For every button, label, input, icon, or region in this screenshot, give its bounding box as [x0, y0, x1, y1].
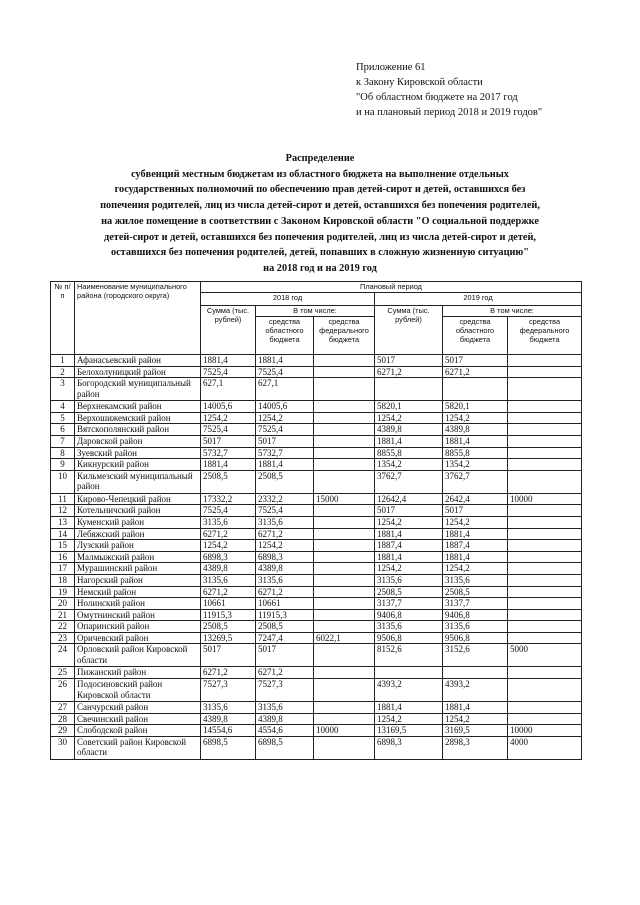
- row-number: 13: [51, 516, 75, 528]
- row-number: 10: [51, 470, 75, 493]
- table-row: [51, 563, 582, 575]
- appendix-law: к Закону Кировской области: [356, 77, 483, 88]
- federal-2018: [314, 378, 375, 401]
- sum-2019: 4393,2: [375, 679, 443, 702]
- regional-2018: 6271,2: [256, 586, 314, 598]
- district-name: Верхошижемский район: [75, 412, 201, 424]
- table-row: [51, 574, 582, 586]
- federal-2018: 15000: [314, 493, 375, 505]
- row-number: 18: [51, 574, 75, 586]
- regional-2019: 1254,2: [443, 713, 508, 725]
- regional-2019: 1354,2: [443, 459, 508, 471]
- regional-2018: 7525,4: [256, 424, 314, 436]
- federal-2019: [508, 574, 582, 586]
- federal-2018: [314, 574, 375, 586]
- district-name: Котельничский район: [75, 505, 201, 517]
- district-name: Опаринский район: [75, 621, 201, 633]
- federal-2018: [314, 644, 375, 667]
- row-number: 17: [51, 563, 75, 575]
- regional-2018: 4554,6: [256, 725, 314, 737]
- table-row: [51, 366, 582, 378]
- federal-2018: [314, 470, 375, 493]
- header-regional-2019: средства областного бюджета: [443, 317, 508, 355]
- regional-2019: 1254,2: [443, 563, 508, 575]
- sum-2018: 6271,2: [201, 667, 256, 679]
- regional-2019: 3169,5: [443, 725, 508, 737]
- federal-2019: [508, 424, 582, 436]
- federal-2019: [508, 366, 582, 378]
- regional-2019: 1881,4: [443, 551, 508, 563]
- sum-2019: 1254,2: [375, 412, 443, 424]
- table-row: [51, 516, 582, 528]
- header-year-2019: 2019 год: [375, 293, 582, 306]
- sum-2018: 13269,5: [201, 632, 256, 644]
- district-name: Даровской район: [75, 435, 201, 447]
- regional-2018: 10661: [256, 598, 314, 610]
- table-row: [51, 459, 582, 471]
- sum-2018: 5017: [201, 644, 256, 667]
- federal-2019: [508, 713, 582, 725]
- sum-2019: [375, 667, 443, 679]
- district-name: Богородский муниципальный район: [75, 378, 201, 401]
- table-row: [51, 621, 582, 633]
- sum-2019: 9506,8: [375, 632, 443, 644]
- title-line: на жилое помещение в соответствии с Законом Кировской области "О социальной поддержке: [101, 215, 539, 227]
- table-row: [51, 470, 582, 493]
- row-number: 16: [51, 551, 75, 563]
- regional-2018: 4389,8: [256, 563, 314, 575]
- sum-2018: 7525,4: [201, 505, 256, 517]
- federal-2019: [508, 435, 582, 447]
- regional-2018: 7525,4: [256, 505, 314, 517]
- regional-2018: 6271,2: [256, 528, 314, 540]
- federal-2018: [314, 609, 375, 621]
- federal-2019: [508, 632, 582, 644]
- title-line: государственных полномочий по обеспечению прав детей-сирот и детей, оставшихся без: [114, 184, 526, 196]
- header-federal-2018: средства федерального бюджета: [314, 317, 375, 355]
- row-number: 6: [51, 424, 75, 436]
- district-name: Слободской район: [75, 725, 201, 737]
- sum-2018: 14005,6: [201, 401, 256, 413]
- federal-2018: 6022,1: [314, 632, 375, 644]
- sum-2018: 6271,2: [201, 528, 256, 540]
- federal-2019: [508, 470, 582, 493]
- federal-2019: [508, 459, 582, 471]
- sum-2019: 3135,6: [375, 574, 443, 586]
- sum-2019: 2508,5: [375, 586, 443, 598]
- federal-2018: [314, 586, 375, 598]
- federal-2019: [508, 355, 582, 367]
- appendix-law-title-cont: и на плановый период 2018 и 2019 годов": [356, 107, 543, 118]
- federal-2019: [508, 609, 582, 621]
- district-name: Афанасьевский район: [75, 355, 201, 367]
- header-federal-2019: средства федерального бюджета: [508, 317, 582, 355]
- table-row: [51, 447, 582, 459]
- row-number: 27: [51, 702, 75, 714]
- district-name: Пижанский район: [75, 667, 201, 679]
- row-number: 5: [51, 412, 75, 424]
- regional-2018: 1881,4: [256, 355, 314, 367]
- row-number: 2: [51, 366, 75, 378]
- district-name: Кильмезский муниципальный район: [75, 470, 201, 493]
- regional-2019: 8855,8: [443, 447, 508, 459]
- sum-2018: 11915,3: [201, 609, 256, 621]
- district-name: Орловский район Кировской области: [75, 644, 201, 667]
- regional-2018: 4389,8: [256, 713, 314, 725]
- row-number: 26: [51, 679, 75, 702]
- row-number: 28: [51, 713, 75, 725]
- federal-2019: [508, 679, 582, 702]
- row-number: 25: [51, 667, 75, 679]
- regional-2018: 6898,5: [256, 736, 314, 759]
- table-row: [51, 378, 582, 401]
- header-name: Наименование муниципального района (городского округа): [75, 282, 201, 355]
- table-row: [51, 725, 582, 737]
- regional-2018: 5017: [256, 435, 314, 447]
- federal-2018: [314, 540, 375, 552]
- table-row: [51, 702, 582, 714]
- regional-2018: 11915,3: [256, 609, 314, 621]
- subsidy-table: [50, 281, 582, 760]
- federal-2018: [314, 528, 375, 540]
- regional-2019: 5017: [443, 505, 508, 517]
- header-sum-2019: Сумма (тыс. рублей): [375, 306, 443, 355]
- federal-2018: [314, 435, 375, 447]
- table-row: [51, 355, 582, 367]
- regional-2018: 2508,5: [256, 470, 314, 493]
- federal-2019: [508, 516, 582, 528]
- district-name: Вятскополянский район: [75, 424, 201, 436]
- sum-2019: 1887,4: [375, 540, 443, 552]
- district-name: Немский район: [75, 586, 201, 598]
- federal-2019: 10000: [508, 493, 582, 505]
- federal-2018: [314, 667, 375, 679]
- sum-2018: 7525,4: [201, 424, 256, 436]
- federal-2018: [314, 679, 375, 702]
- table-row: [51, 424, 582, 436]
- regional-2019: 1254,2: [443, 412, 508, 424]
- sum-2019: 1881,4: [375, 551, 443, 563]
- federal-2019: [508, 412, 582, 424]
- regional-2019: 1254,2: [443, 516, 508, 528]
- sum-2019: 6898,3: [375, 736, 443, 759]
- federal-2018: [314, 598, 375, 610]
- header-num: № п/п: [51, 282, 75, 355]
- district-name: Куменский район: [75, 516, 201, 528]
- federal-2018: 10000: [314, 725, 375, 737]
- sum-2018: 6271,2: [201, 586, 256, 598]
- district-name: Лебяжский район: [75, 528, 201, 540]
- sum-2018: 6898,5: [201, 736, 256, 759]
- table-row: [51, 598, 582, 610]
- regional-2019: 3152,6: [443, 644, 508, 667]
- federal-2019: [508, 551, 582, 563]
- sum-2018: 1254,2: [201, 540, 256, 552]
- table-row: [51, 632, 582, 644]
- regional-2019: 3135,6: [443, 621, 508, 633]
- title-line: оставшихся без попечения родителей, детей, попавших в сложную жизненную ситуацию": [110, 247, 530, 259]
- row-number: 20: [51, 598, 75, 610]
- district-name: Белохолуницкий район: [75, 366, 201, 378]
- regional-2019: 1887,4: [443, 540, 508, 552]
- sum-2019: 1881,4: [375, 528, 443, 540]
- district-name: Омутнинский район: [75, 609, 201, 621]
- sum-2019: 3135,6: [375, 621, 443, 633]
- sum-2018: 7527,3: [201, 679, 256, 702]
- regional-2018: 3135,6: [256, 574, 314, 586]
- federal-2018: [314, 366, 375, 378]
- district-name: Кирово-Чепецкий район: [75, 493, 201, 505]
- federal-2018: [314, 551, 375, 563]
- table-row: [51, 736, 582, 759]
- regional-2019: [443, 667, 508, 679]
- title-line: на 2018 год и на 2019 год: [263, 262, 377, 274]
- row-number: 1: [51, 355, 75, 367]
- appendix-caption: [356, 60, 626, 120]
- regional-2018: 627,1: [256, 378, 314, 401]
- regional-2019: 3137,7: [443, 598, 508, 610]
- row-number: 15: [51, 540, 75, 552]
- regional-2019: 4389,8: [443, 424, 508, 436]
- federal-2019: [508, 540, 582, 552]
- sum-2018: 17332,2: [201, 493, 256, 505]
- federal-2018: [314, 505, 375, 517]
- row-number: 22: [51, 621, 75, 633]
- regional-2019: 5017: [443, 355, 508, 367]
- district-name: Нагорский район: [75, 574, 201, 586]
- row-number: 21: [51, 609, 75, 621]
- table-row: [51, 493, 582, 505]
- sum-2019: 13169,5: [375, 725, 443, 737]
- table-row: [51, 609, 582, 621]
- federal-2018: [314, 702, 375, 714]
- federal-2019: [508, 598, 582, 610]
- row-number: 29: [51, 725, 75, 737]
- table-row: [51, 528, 582, 540]
- regional-2018: 2332,2: [256, 493, 314, 505]
- federal-2018: [314, 713, 375, 725]
- district-name: Малмыжский район: [75, 551, 201, 563]
- sum-2018: 2508,5: [201, 470, 256, 493]
- table-row: [51, 435, 582, 447]
- sum-2019: 9406,8: [375, 609, 443, 621]
- title-heading: Распределение: [285, 153, 355, 164]
- federal-2018: [314, 563, 375, 575]
- federal-2019: [508, 378, 582, 401]
- federal-2019: [508, 401, 582, 413]
- sum-2019: 3762,7: [375, 470, 443, 493]
- sum-2018: 10661: [201, 598, 256, 610]
- sum-2019: 1254,2: [375, 713, 443, 725]
- sum-2019: 5017: [375, 505, 443, 517]
- sum-2019: [375, 378, 443, 401]
- sum-2018: 627,1: [201, 378, 256, 401]
- row-number: 3: [51, 378, 75, 401]
- federal-2018: [314, 621, 375, 633]
- regional-2018: 6271,2: [256, 667, 314, 679]
- regional-2019: 3135,6: [443, 574, 508, 586]
- regional-2018: 1254,2: [256, 540, 314, 552]
- header-plan-period: Плановый период: [201, 282, 582, 293]
- appendix-number: Приложение 61: [356, 62, 426, 73]
- district-name: Зуевский район: [75, 447, 201, 459]
- federal-2019: [508, 528, 582, 540]
- regional-2019: 1881,4: [443, 528, 508, 540]
- header-incl-2018: В том числе:: [256, 306, 375, 317]
- regional-2018: 3135,6: [256, 702, 314, 714]
- sum-2019: 1254,2: [375, 563, 443, 575]
- table-body: [51, 355, 582, 760]
- federal-2018: [314, 516, 375, 528]
- district-name: Нолинский район: [75, 598, 201, 610]
- sum-2019: 5017: [375, 355, 443, 367]
- district-name: Советский район Кировской области: [75, 736, 201, 759]
- row-number: 11: [51, 493, 75, 505]
- federal-2019: [508, 702, 582, 714]
- district-name: Лузский район: [75, 540, 201, 552]
- regional-2019: 6271,2: [443, 366, 508, 378]
- regional-2019: [443, 378, 508, 401]
- document-title: [40, 151, 600, 277]
- federal-2018: [314, 424, 375, 436]
- sum-2018: 4389,8: [201, 713, 256, 725]
- federal-2019: [508, 563, 582, 575]
- district-name: Подосиновский район Кировской области: [75, 679, 201, 702]
- row-number: 12: [51, 505, 75, 517]
- sum-2019: 1354,2: [375, 459, 443, 471]
- federal-2018: [314, 459, 375, 471]
- table-row: [51, 667, 582, 679]
- regional-2019: 3762,7: [443, 470, 508, 493]
- sum-2018: 3135,6: [201, 574, 256, 586]
- regional-2019: 5820,1: [443, 401, 508, 413]
- federal-2019: [508, 447, 582, 459]
- row-number: 23: [51, 632, 75, 644]
- row-number: 14: [51, 528, 75, 540]
- sum-2018: 3135,6: [201, 516, 256, 528]
- sum-2019: 4389,8: [375, 424, 443, 436]
- regional-2018: 2508,5: [256, 621, 314, 633]
- table-row: [51, 713, 582, 725]
- district-name: Свечинский район: [75, 713, 201, 725]
- sum-2019: 12642,4: [375, 493, 443, 505]
- table-row: [51, 505, 582, 517]
- row-number: 24: [51, 644, 75, 667]
- title-line: субвенций местным бюджетам из областного бюджета на выполнение отдельных: [131, 168, 509, 180]
- title-line: детей-сирот и детей, оставшихся без попечения родителей, лиц из числа детей-сирот и детей,: [104, 231, 536, 243]
- district-name: Мурашинский район: [75, 563, 201, 575]
- header-sum-2018: Сумма (тыс. рублей): [201, 306, 256, 355]
- header-incl-2019: В том числе:: [443, 306, 582, 317]
- sum-2019: 1254,2: [375, 516, 443, 528]
- federal-2019: [508, 621, 582, 633]
- district-name: Верхнекамский район: [75, 401, 201, 413]
- regional-2019: 9406,8: [443, 609, 508, 621]
- row-number: 4: [51, 401, 75, 413]
- sum-2019: 5820,1: [375, 401, 443, 413]
- sum-2019: 1881,4: [375, 435, 443, 447]
- sum-2018: 5017: [201, 435, 256, 447]
- sum-2018: 1881,4: [201, 459, 256, 471]
- title-line: попечения родителей, лиц из числа детей-сирот и детей, оставшихся без попечения родителей,: [100, 200, 540, 212]
- federal-2019: 4000: [508, 736, 582, 759]
- federal-2019: 5000: [508, 644, 582, 667]
- regional-2018: 1254,2: [256, 412, 314, 424]
- federal-2018: [314, 401, 375, 413]
- regional-2019: 4393,2: [443, 679, 508, 702]
- federal-2019: [508, 667, 582, 679]
- regional-2018: 7527,3: [256, 679, 314, 702]
- district-name: Оричевский район: [75, 632, 201, 644]
- federal-2018: [314, 736, 375, 759]
- table-row: [51, 412, 582, 424]
- regional-2019: 2508,5: [443, 586, 508, 598]
- sum-2018: 5732,7: [201, 447, 256, 459]
- table-row: [51, 540, 582, 552]
- appendix-law-title: "Об областном бюджете на 2017 год: [356, 92, 518, 103]
- row-number: 7: [51, 435, 75, 447]
- district-name: Кикнурский район: [75, 459, 201, 471]
- sum-2018: 1254,2: [201, 412, 256, 424]
- sum-2018: 1881,4: [201, 355, 256, 367]
- regional-2019: 2642,4: [443, 493, 508, 505]
- federal-2019: [508, 505, 582, 517]
- table-row: [51, 551, 582, 563]
- row-number: 19: [51, 586, 75, 598]
- regional-2019: 2898,3: [443, 736, 508, 759]
- sum-2018: 6898,3: [201, 551, 256, 563]
- table-row: [51, 401, 582, 413]
- sum-2018: 3135,6: [201, 702, 256, 714]
- regional-2018: 7525,4: [256, 366, 314, 378]
- row-number: 8: [51, 447, 75, 459]
- header-year-2018: 2018 год: [201, 293, 375, 306]
- sum-2018: 4389,8: [201, 563, 256, 575]
- regional-2018: 1881,4: [256, 459, 314, 471]
- regional-2019: 1881,4: [443, 435, 508, 447]
- regional-2018: 14005,6: [256, 401, 314, 413]
- sum-2019: 3137,7: [375, 598, 443, 610]
- sum-2018: 14554,6: [201, 725, 256, 737]
- federal-2018: [314, 447, 375, 459]
- regional-2018: 3135,6: [256, 516, 314, 528]
- district-name: Санчурский район: [75, 702, 201, 714]
- sum-2018: 7525,4: [201, 366, 256, 378]
- sum-2019: 8152,6: [375, 644, 443, 667]
- federal-2018: [314, 355, 375, 367]
- sum-2018: 2508,5: [201, 621, 256, 633]
- federal-2018: [314, 412, 375, 424]
- row-number: 30: [51, 736, 75, 759]
- sum-2019: 1881,4: [375, 702, 443, 714]
- sum-2019: 8855,8: [375, 447, 443, 459]
- regional-2018: 5017: [256, 644, 314, 667]
- regional-2018: 5732,7: [256, 447, 314, 459]
- table-row: [51, 644, 582, 667]
- table-row: [51, 586, 582, 598]
- federal-2019: 10000: [508, 725, 582, 737]
- regional-2019: 1881,4: [443, 702, 508, 714]
- sum-2019: 6271,2: [375, 366, 443, 378]
- row-number: 9: [51, 459, 75, 471]
- header-regional-2018: средства областного бюджета: [256, 317, 314, 355]
- regional-2018: 6898,3: [256, 551, 314, 563]
- regional-2018: 7247,4: [256, 632, 314, 644]
- table-row: [51, 679, 582, 702]
- federal-2019: [508, 586, 582, 598]
- regional-2019: 9506,8: [443, 632, 508, 644]
